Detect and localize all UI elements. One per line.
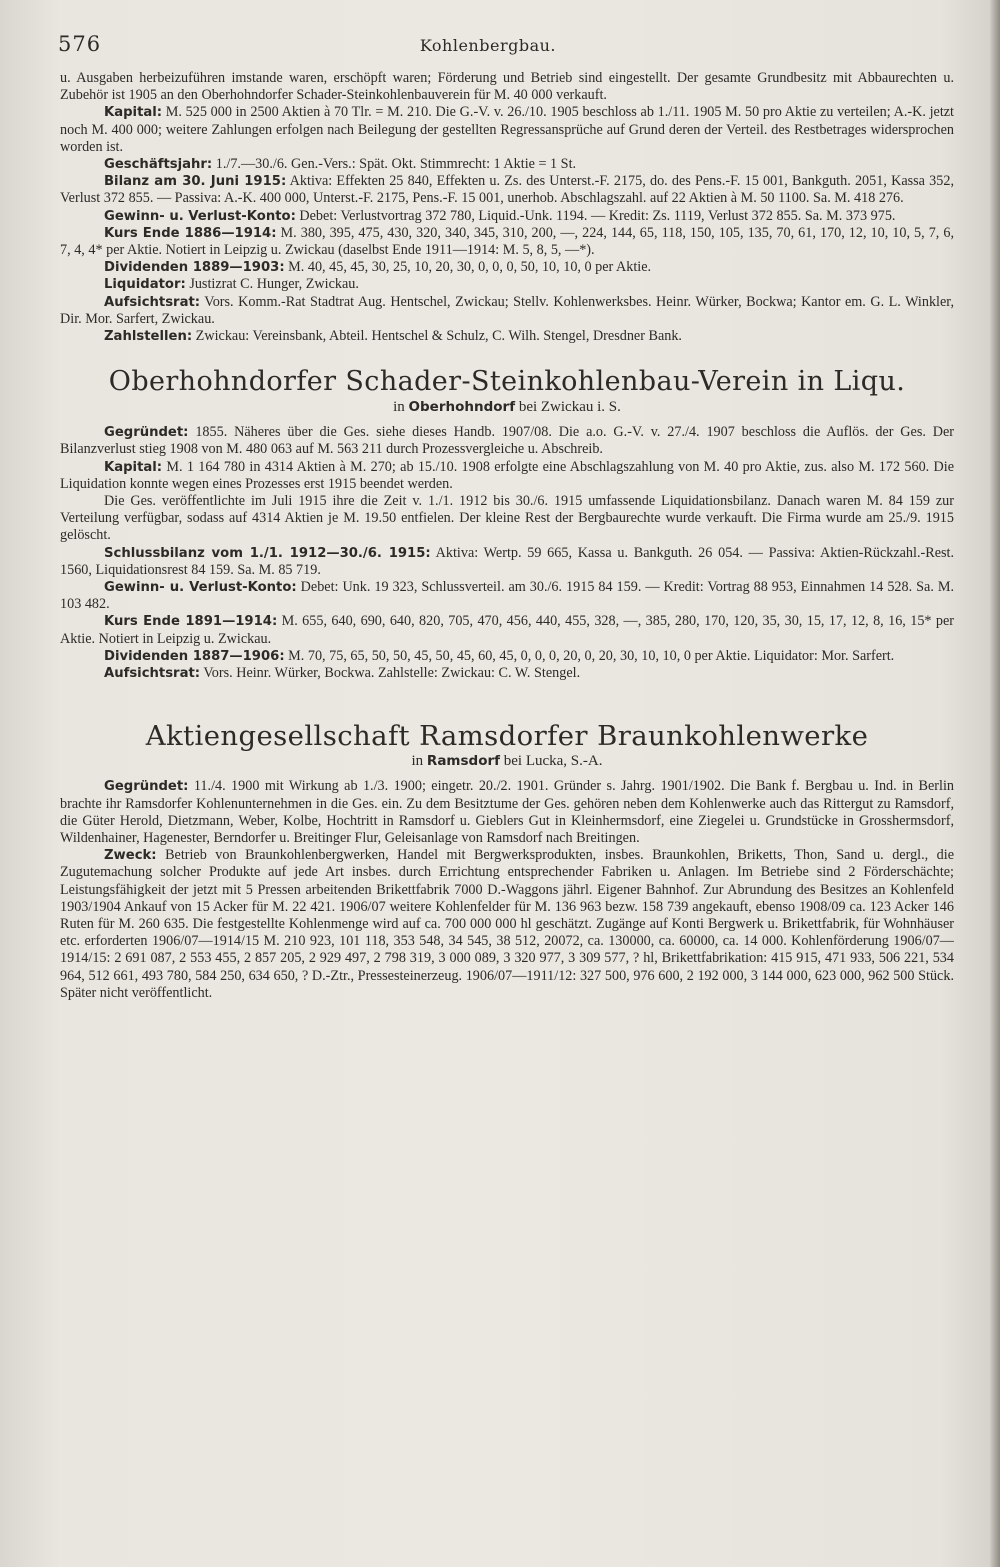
paragraph <box>60 208 954 225</box>
paragraph-text: 11./4. 1900 mit Wirkung ab 1./3. 1900; eingetr. 20./2. 1901. Gründer s. Jahrg. 1901/1902. Die Bank f. Bergbau u. Ind. in Berlin brachte ihr Ramsdorfer Kohlenunternehmen in die Ges. ein. Zu dem Besitztume der Ges. gehören neben dem Kohlenwerke auch das Rittergut zu Ramsdorf, die Güter Herold, Dietzmann, Weber, Kolbe, Hochtritt in Ramsdorf u. Gieblers Gut in Kleinhermsdorf, eine Ziegelei u. Grundstücke in Grosshermsdorf, Wildenhainer, Hagenester, Berndorfer u. Breitinger Flur, Geleisanlage von Ramsdorf nach Breitingen. <box>60 778 954 846</box>
paragraph-text: Betrieb von Braunkohlenbergwerken, Handel mit Bergwerksprodukten, insbes. Braunkohlen, Briketts, Thon, Sand u. dergl., die Zugutemachung solcher Produkte auf jede Art insbes. durch Errichtung entsprechender Fabriken u. Anlagen. Im Betriebe sind 2 Förderschächte; Leistungsfähigkeit der jetzt mit 5 Pressen arbeitenden Brikettfabrik 7000 D.-Waggons jährl. Eigener Bahnhof. Zur Abrundung des Besitzes an Kohlenfeld 1903/1904 Ankauf von 15 Acker für M. 22 421. 1906/07 weitere Kohlenfelder für M. 136 963 bezw. 158 739 angekauft, ebenso 1908/09 ca. 123 Acker 146 Ruten für M. 260 635. Die festgestellte Kohlenmenge wird auf ca. 700 000 000 hl geschätzt. Zugänge auf Konti Bergwerk u. Brikettfabrik, für Wohnhäuser etc. erforderten 1906/07—1914/15 M. 210 923, 101 118, 353 548, 34 545, 38 512, 20072, ca. 130000, ca. 60000, ca. 14 000. Kohlenförderung 1906/07—1914/15: 2 691 087, 2 553 455, 2 857 205, 2 929 497, 2 798 319, 3 000 089, 3 320 977, 3 309 577, ? hl, Brikettfabrikation: 415 915, 471 933, 506 221, 534 964, 512 661, 493 780, 584 250, 634 650, ? D.-Ztr., Pressesteinerzeug. 1906/07—1911/12: 327 500, 976 600, 2 192 000, 3 144 000, 623 000, 962 500 Stück. Später nicht veröffentlicht. <box>60 847 955 1001</box>
paragraph-text: Justizrat C. Hunger, Zwickau. <box>189 276 359 293</box>
subtitle-place: Ramsdorf <box>426 753 500 770</box>
paragraph <box>60 294 954 328</box>
paragraph <box>60 424 954 458</box>
paragraph-label: Kapital: <box>104 105 163 121</box>
paragraph-label: Gewinn- u. Verlust-Konto: <box>104 580 297 596</box>
paragraph-label: Zahlstellen: <box>104 329 193 345</box>
paragraph-text: Vors. Heinr. Würker, Bockwa. Zahlstelle: Zwickau: C. W. Stengel. <box>203 665 581 682</box>
paragraph-text: M. 1 164 780 in 4314 Aktien à M. 270; ab 15./10. 1908 erfolgte eine Abschlagszahlung von M. 40 pro Aktie, zus. also M. 172 560. Die Liquidation konnte wegen eines Prozesses erst 1915 beendet werden. <box>60 458 955 492</box>
paragraph-text: Debet: Verlustvortrag 372 780, Liquid.-Unk. 1194. — Kredit: Zs. 1119, Verlust 372 855. Sa. M. 373 975. <box>299 207 896 224</box>
paragraph <box>60 579 954 613</box>
page-header <box>58 32 954 56</box>
paragraph <box>60 104 954 156</box>
paragraph-text: M. 380, 395, 475, 430, 320, 340, 345, 310, 200, —, 224, 144, 65, 118, 150, 105, 135, 70, 61, 170, 12, 10, 10, 5, 7, 6, 7, 4, 4* per Aktie. Notiert in Leipzig u. Zwickau (daselbst Ende 1911—1914: M. 5, 8, 5, —*). <box>60 224 955 259</box>
paragraph-label: Geschäftsjahr: <box>104 157 213 173</box>
paragraph-label: Gewinn- u. Verlust-Konto: <box>104 208 296 224</box>
paragraph-text: Vors. Komm.-Rat Stadtrat Aug. Hentschel, Zwickau; Stellv. Kohlenwerksbes. Heinr. Würker, Bockwa; Kantor em. G. L. Winkler, Dir. Mor. Sarfert, Zwickau. <box>60 293 954 327</box>
paragraph-label: Bilanz am 30. Juni 1915: <box>104 174 287 190</box>
section-oberhohndorfer-entry <box>60 424 954 682</box>
section-subtitle-oberhohndorfer <box>60 398 954 416</box>
paragraph-label: Kurs Ende 1891—1914: <box>104 614 278 630</box>
paragraph <box>60 276 954 293</box>
paragraph-text: M. 40, 45, 45, 30, 25, 10, 20, 30, 0, 0, 0, 50, 10, 10, 0 per Aktie. <box>288 259 652 276</box>
page-number: 576 <box>58 32 102 56</box>
paragraph-label: Gegründet: <box>104 779 189 795</box>
paragraph-text: Aktiva: Wertp. 59 665, Kassa u. Bankguth. 26 054. — Passiva: Aktien-Rückzahl.-Rest. 1560, Liquidationsrest 84 159. Sa. M. 85 719. <box>60 544 955 578</box>
paragraph-text: Die Ges. veröffentlichte im Juli 1915 ihre die Zeit v. 1./1. 1912 bis 30./6. 1915 umfassende Liquidationsbilanz. Danach waren M. 84 159 zur Verteilung verfügbar, sodass auf 4314 Aktien je M. 19.50 entfielen. Der kleine Rest der Bergbaurechte wurde verkauft. Die Firma wurde am 25./9. 1915 gelöscht. <box>60 493 954 544</box>
paragraph-label: Zweck: <box>104 848 157 864</box>
paragraph-text: u. Ausgaben herbeizuführen imstande waren, erschöpft waren; Förderung und Betrieb sind eingestellt. Der gesamte Grundbesitz mit Abbaurechten u. Zubehör ist 1905 an den Oberhohndorfer Schader-Steinkohlenbauverein für M. 40 000 verkauft. <box>60 70 954 104</box>
subtitle-place: Oberhohndorf <box>408 399 516 416</box>
paragraph-text: 1855. Näheres über die Ges. siehe dieses Handb. 1907/08. Die a.o. G.-V. v. 27./4. 1907 beschloss die Auflös. der Ges. Der Bilanzverlust stieg 1908 von M. 480 063 auf M. 563 211 durch Prozessvergleiche u. Abschreib. <box>60 424 955 458</box>
paragraph-label: Dividenden 1887—1906: <box>104 648 285 664</box>
paragraph-label: Dividenden 1889—1903: <box>104 260 285 276</box>
paragraph <box>60 156 954 173</box>
subtitle-prefix: in <box>411 753 424 770</box>
paragraph <box>60 173 954 207</box>
subtitle-suffix: bei Zwickau i. S. <box>518 399 621 416</box>
paragraph-text: 1./7.—30./6. Gen.-Vers.: Spät. Okt. Stimmrecht: 1 Aktie = 1 St. <box>215 156 577 173</box>
paragraph-text: M. 525 000 in 2500 Aktien à 70 Tlr. = M. 210. Die G.-V. v. 26./10. 1905 beschloss ab 1./11. 1905 M. 50 pro Aktie zu verteilen; A.-K. jetzt noch M. 400 000; weitere Zahlungen erfolgen nach Beilegung der gestellten Regressansprüche auf Grund deren der Verteil. des Restbetrages widersprochen worden ist. <box>60 104 954 155</box>
paragraph-text: Aktiva: Effekten 25 840, Effekten u. Zs. des Unterst.-F. 2175, do. des Pens.-F. 15 001, Bankguth. 2051, Kassa 352, Verlust 372 855. — Passiva: A.-K. 400 000, Unterst.-F. 2175, Pens.-F. 15 001, unerhob. Abschlagszahl. auf 22 Aktien à M. 50 1100. Sa. M. 418 276. <box>60 173 954 207</box>
paragraph-label: Gegründet: <box>104 425 189 441</box>
section-subtitle-ramsdorfer <box>60 752 954 770</box>
paragraph <box>60 225 954 259</box>
paragraph <box>60 613 954 647</box>
paragraph <box>60 545 954 579</box>
section-liquidated-company-entry <box>60 70 954 345</box>
paragraph-text: Debet: Unk. 19 323, Schlussverteil. am 30./6. 1915 84 159. — Kredit: Vortrag 88 953, Einnahmen 14 528. Sa. M. 103 482. <box>60 579 954 613</box>
running-head: Kohlenbergbau. <box>419 36 556 55</box>
subtitle-prefix: in <box>393 399 405 416</box>
paragraph-label: Liquidator: <box>104 277 186 293</box>
paragraph <box>60 70 954 104</box>
section-ramsdorfer-entry <box>60 778 954 1002</box>
paragraph <box>60 648 954 665</box>
paragraph <box>60 459 954 493</box>
paragraph-text: M. 70, 75, 65, 50, 50, 45, 50, 45, 60, 45, 0, 0, 0, 20, 0, 20, 30, 10, 10, 0 per Aktie. Liquidator: Mor. Sarfert. <box>288 647 895 664</box>
paragraph <box>60 847 954 1002</box>
paragraph-label: Aufsichtsrat: <box>104 666 201 682</box>
paragraph-label: Schlussbilanz vom 1./1. 1912—30./6. 1915: <box>104 545 431 561</box>
section-title-oberhohndorfer: Oberhohndorfer Schader-Steinkohlenbau-Verein in Liqu. <box>108 366 906 398</box>
paragraph-label: Aufsichtsrat: <box>104 294 201 310</box>
paragraph-text: Zwickau: Vereinsbank, Abteil. Hentschel & Schulz, C. Wilh. Stengel, Dresdner Bank. <box>195 328 682 345</box>
paragraph <box>60 328 954 345</box>
paragraph <box>60 259 954 276</box>
paragraph-label: Kapital: <box>104 459 163 475</box>
paragraph <box>60 493 954 545</box>
paragraph <box>60 665 954 682</box>
paragraph-text: M. 655, 640, 690, 640, 820, 705, 470, 456, 440, 455, 328, —, 385, 280, 170, 120, 35, 30, 15, 17, 12, 8, 16, 15* per Aktie. Notiert in Leipzig u. Zwickau. <box>60 613 955 647</box>
section-title-ramsdorfer: Aktiengesellschaft Ramsdorfer Braunkohlenwerke <box>145 720 869 753</box>
page-edge-shadow <box>990 0 1000 1567</box>
paragraph-label: Kurs Ende 1886—1914: <box>104 225 277 241</box>
subtitle-suffix: bei Lucka, S.-A. <box>503 753 603 770</box>
paragraph <box>60 778 954 847</box>
